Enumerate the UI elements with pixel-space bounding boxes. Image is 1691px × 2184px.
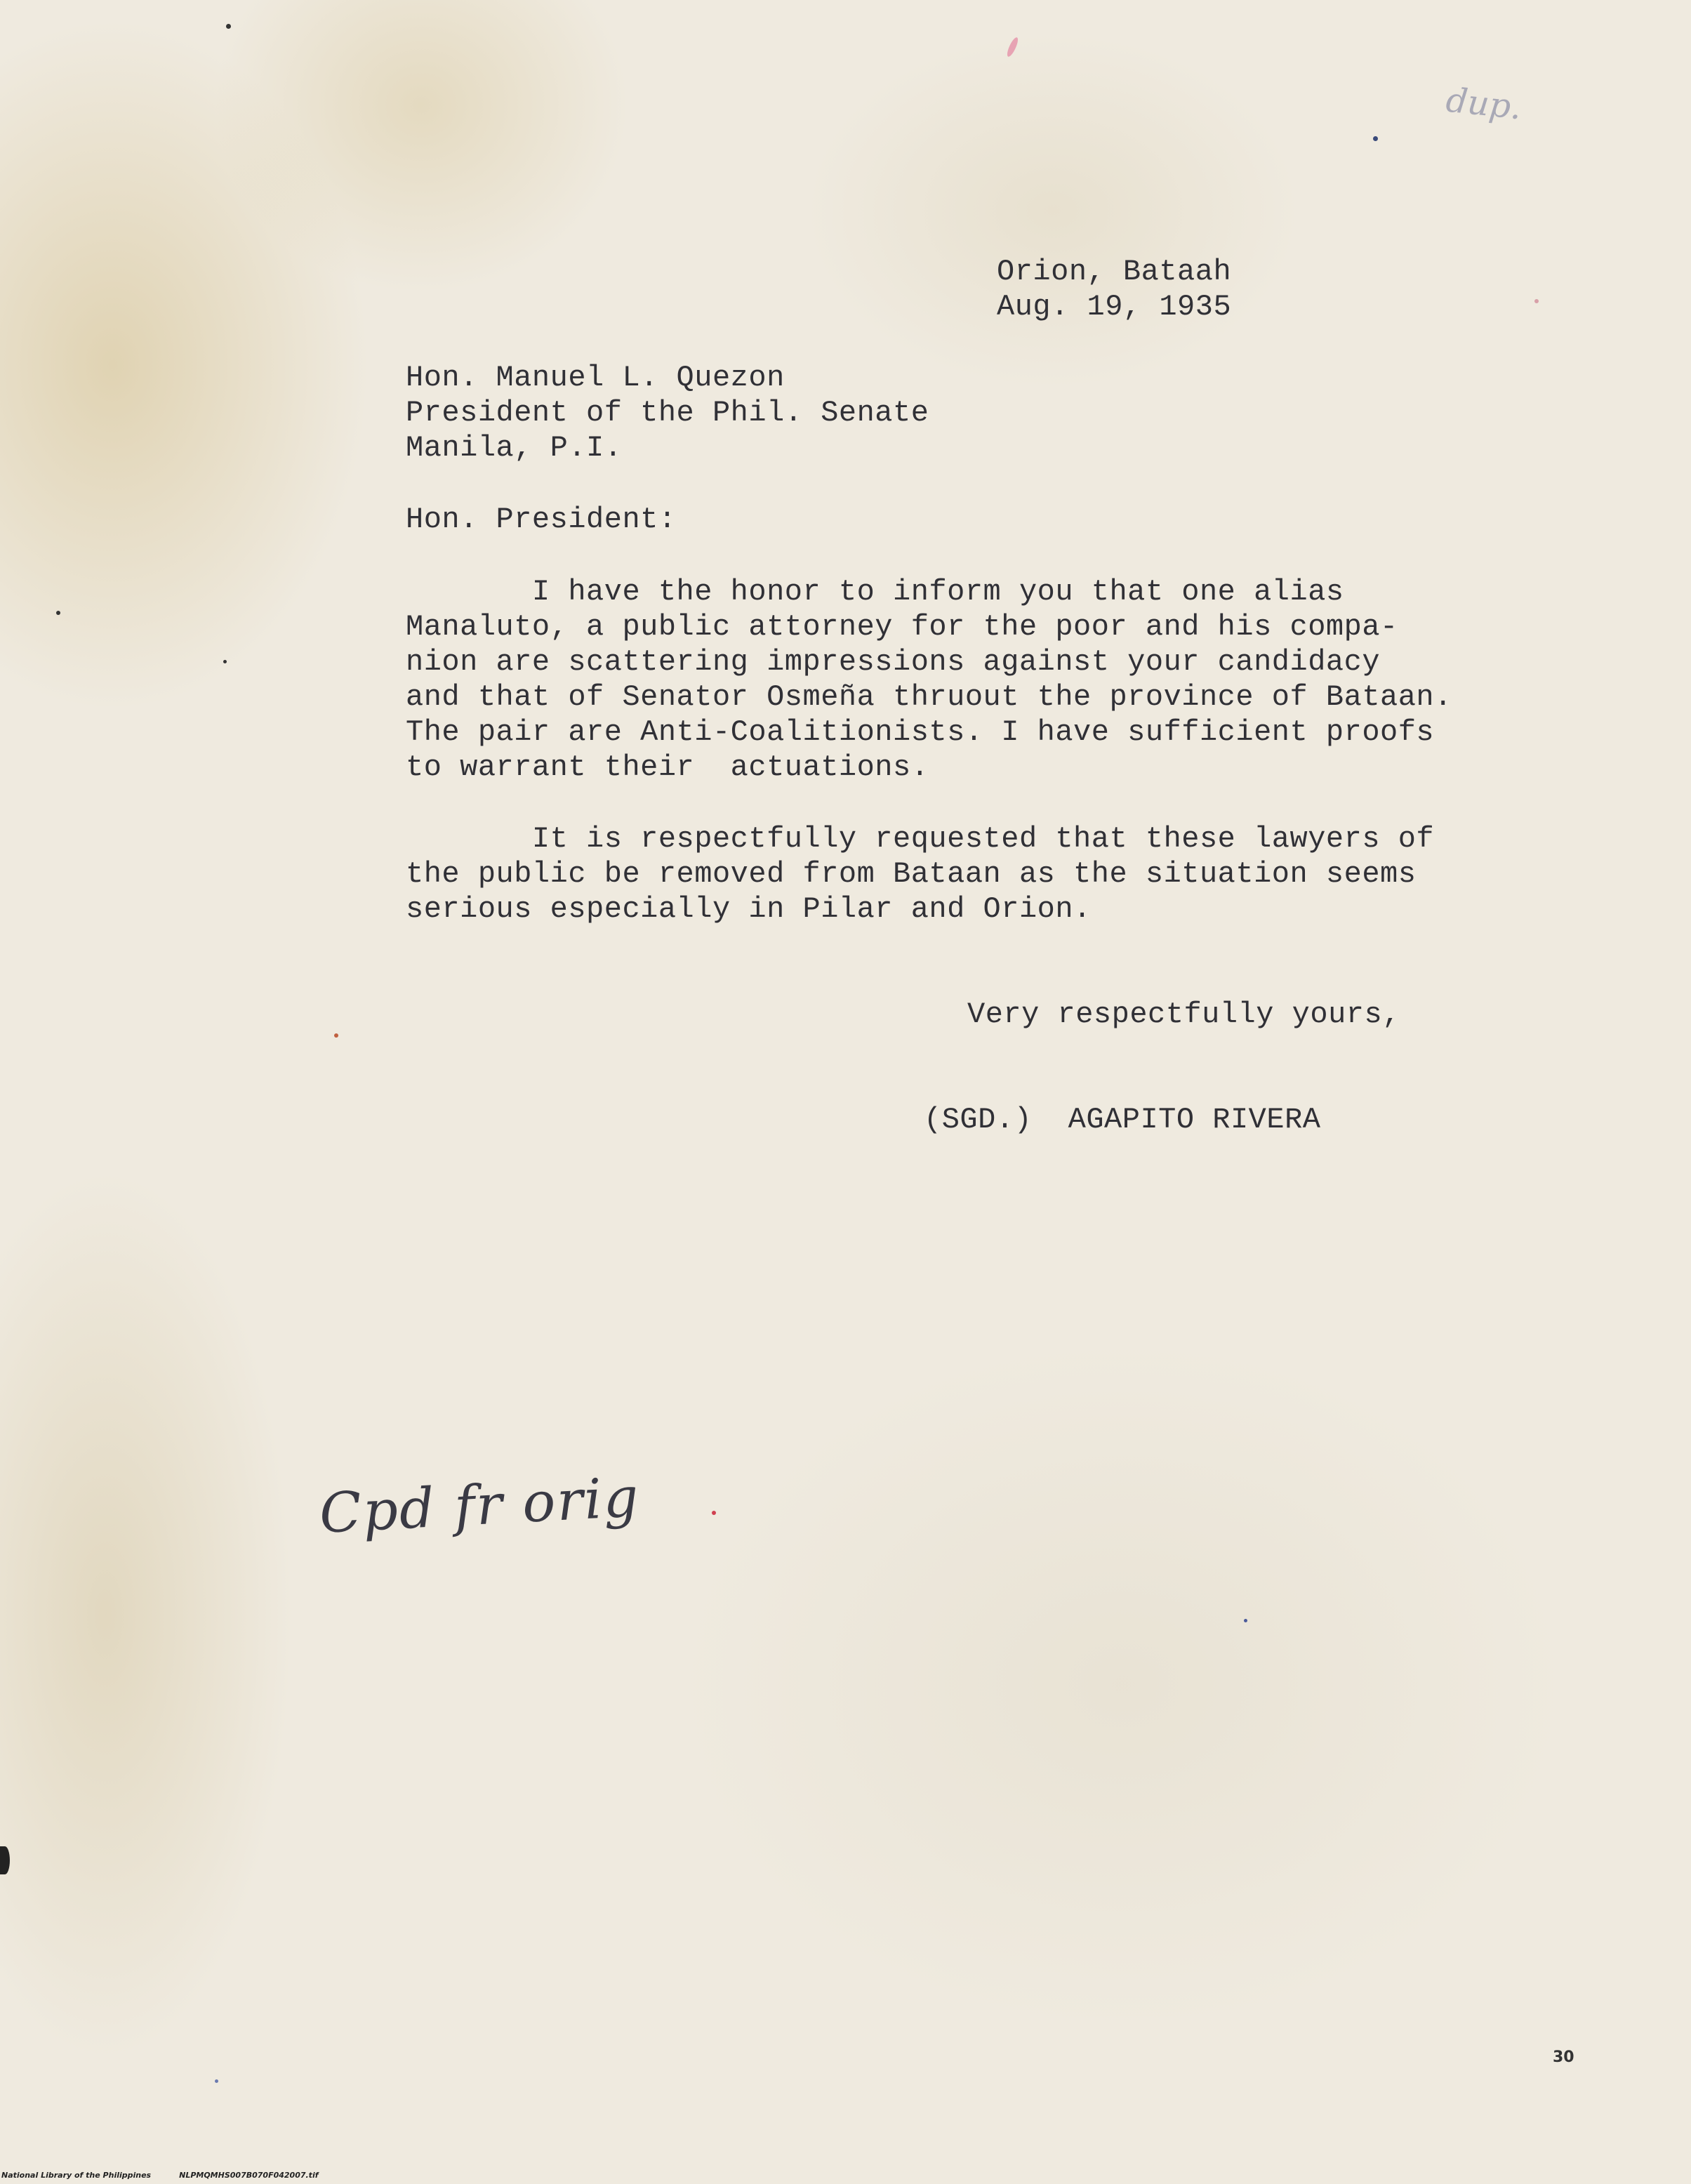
letter-date: Aug. 19, 1935 bbox=[997, 290, 1232, 324]
recipient-line: President of the Phil. Senate bbox=[406, 396, 929, 430]
archive-footer bbox=[0, 2171, 347, 2180]
paper-speck bbox=[226, 24, 231, 29]
paragraph-1-line: I have the honor to inform you that one alias bbox=[406, 575, 1344, 609]
paper-speck bbox=[1005, 37, 1020, 58]
footer-file-id: NLPMQMHS007B070F042007.tif bbox=[179, 2171, 319, 2180]
paper-speck bbox=[223, 660, 227, 663]
letter-place: Orion, Bataah bbox=[997, 255, 1232, 289]
paper-edge-mark bbox=[0, 1846, 10, 1874]
paper-speck bbox=[1373, 136, 1378, 141]
paper-speck bbox=[712, 1511, 716, 1515]
paper-speck bbox=[215, 2079, 218, 2083]
recipient-line: Hon. Manuel L. Quezon bbox=[406, 361, 785, 395]
closing: Very respectfully yours, bbox=[967, 998, 1400, 1031]
paragraph-1-line: to warrant their actuations. bbox=[406, 750, 929, 784]
paper-speck bbox=[1244, 1619, 1247, 1622]
paragraph-2-line: It is respectfully requested that these lawyers of bbox=[406, 822, 1435, 856]
recipient-line: Manila, P.I. bbox=[406, 431, 623, 465]
paragraph-1-line: Manaluto, a public attorney for the poor and his compa- bbox=[406, 610, 1398, 644]
paragraph-2-line: the public be removed from Bataan as the situation seems bbox=[406, 857, 1417, 891]
paragraph-1-line: The pair are Anti-Coalitionists. I have sufficient proofs bbox=[406, 715, 1435, 749]
signature: (SGD.) AGAPITO RIVERA bbox=[924, 1103, 1321, 1137]
paper-speck bbox=[334, 1033, 338, 1038]
handwritten-note: Cpd fr orig bbox=[317, 1466, 642, 1546]
paragraph-1-line: nion are scattering impressions against your candidacy bbox=[406, 645, 1381, 679]
paragraph-2-line: serious especially in Pilar and Orion. bbox=[406, 892, 1092, 926]
paragraph-1-line: and that of Senator Osmeña thruout the province of Bataan. bbox=[406, 680, 1452, 714]
corner-mark: 30 bbox=[1553, 2049, 1574, 2066]
paper-speck bbox=[56, 611, 60, 615]
corner-scrawl: dup. bbox=[1444, 80, 1524, 128]
salutation: Hon. President: bbox=[406, 503, 677, 536]
footer-institution: National Library of the Philippines bbox=[1, 2171, 152, 2180]
paper-speck bbox=[1534, 299, 1539, 303]
